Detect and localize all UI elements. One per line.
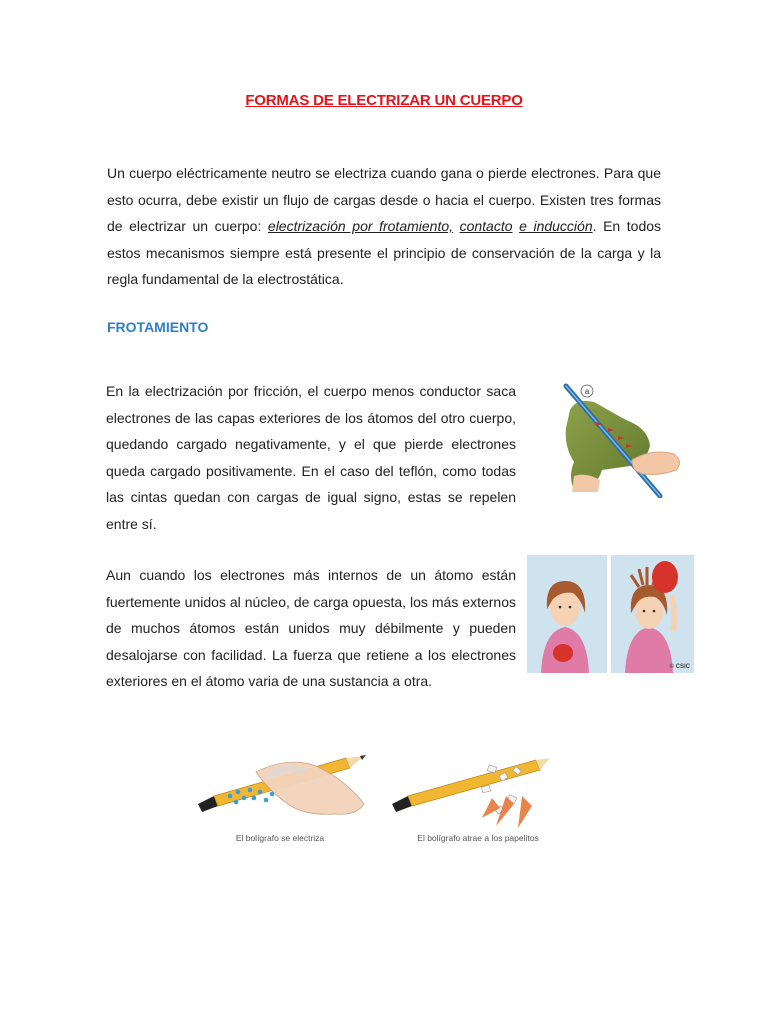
electrons-paragraph: Aun cuando los electrones más internos de un átomo están fuertemente unidos al núcleo, de carga opuesta, los más externos de muchos átomos están unidos muy débilmente y pueden desalojarse con facilidad. La fuerza que retiene a los electrones exteriores en el átomo varia de una sustancia a otra. <box>106 567 516 689</box>
pens-electrified-illustration <box>196 752 566 848</box>
pen-left <box>198 755 366 814</box>
link-electrizacion-frotamiento[interactable]: electrización por frotamiento, <box>267 218 454 234</box>
intro-paragraph <box>107 160 661 293</box>
intro-text-start: Un cuerpo eléctricamente neutro se electriza cuando gana o pierde electrones. Para que esto ocurra, debe existir un flujo de cargas desde o hacia el cuerpo. Existen tres formas de electrizar un cuerpo: <box>107 165 661 234</box>
caption-pen-electrified: El bolígrafo se electriza <box>235 833 325 843</box>
link-contacto[interactable]: contacto <box>459 218 513 234</box>
caption-pen-attracts-papers: El bolígrafo atrae a los papelitos <box>417 833 539 843</box>
page-title: FORMAS DE ELECTRIZAR UN CUERPO <box>245 92 523 109</box>
glove-rubbing-rod-illustration <box>556 376 686 498</box>
girls-balloon-illustration <box>527 555 694 673</box>
figure-label-a: a <box>584 387 590 396</box>
link-induccion[interactable]: e inducción <box>519 218 593 234</box>
friction-paragraph: En la electrización por fricción, el cuerpo menos conductor saca electrones de las capas exteriores de los átomos del otro cuerpo, quedando cargado negativamente, y el que pierde electrones queda cargado positivamente. En el caso del teflón, como todas las cintas quedan con cargas de igual signo, estas se repelen entre sí. <box>106 383 516 532</box>
section-heading-frotamiento: FROTAMIENTO <box>107 319 209 335</box>
image-credit: © CSIC <box>669 664 690 670</box>
pen-right <box>392 758 550 828</box>
intro-text-end: . En todos estos mecanismos siempre está presente el principio de conservación de la carga y la regla fundamental de la electrostática. <box>107 218 662 287</box>
